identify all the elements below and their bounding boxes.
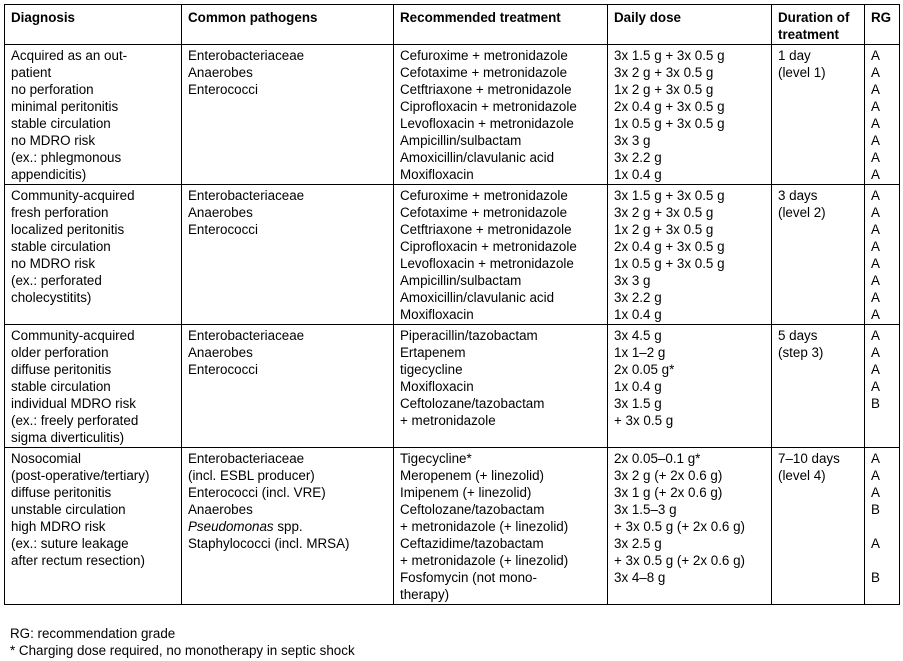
treatment-line: Ampicillin/sulbactam <box>400 273 522 288</box>
treatment-line: Ceftazidime/tazobactam <box>400 536 544 551</box>
rg-line <box>871 518 894 535</box>
duration-line: 5 days <box>778 328 818 343</box>
rg-line: A <box>871 345 880 360</box>
treatment-line: tigecycline <box>400 362 463 377</box>
rg-line: B <box>871 396 880 411</box>
dose-line: 3x 4.5 g <box>614 328 662 343</box>
dose-line: 3x 1.5 g + 3x 0.5 g <box>614 188 725 203</box>
duration-cell <box>772 185 865 325</box>
rg-line <box>871 412 894 429</box>
pathogens-cell <box>182 185 394 325</box>
pathogens-line: Enterococci (incl. VRE) <box>188 485 326 500</box>
duration-cell <box>772 325 865 448</box>
diagnosis-line: cholecystitits) <box>11 290 92 305</box>
table-row <box>5 325 900 448</box>
rg-line: B <box>871 502 880 517</box>
treatment-line: therapy) <box>400 587 450 602</box>
rg-line: A <box>871 150 880 165</box>
duration-line: 3 days <box>778 188 818 203</box>
header-pathogens: Common pathogens <box>182 5 394 45</box>
treatment-line: Amoxicillin/clavulanic acid <box>400 150 555 165</box>
treatment-line: Fosfomycin (not mono- <box>400 570 537 585</box>
rg-line: A <box>871 188 880 203</box>
diagnosis-line: diffuse peritonitis <box>11 485 112 500</box>
dose-line <box>614 586 766 603</box>
dose-line: 1x 0.4 g <box>614 167 662 182</box>
rg-line: A <box>871 133 880 148</box>
rg-line: A <box>871 239 880 254</box>
treatment-line: Imipenem (+ linezolid) <box>400 485 532 500</box>
treatment-line: Ceftolozane/tazobactam <box>400 396 545 411</box>
footnote-rg: RG: recommendation grade <box>10 626 176 641</box>
dose-line: 3x 2 g + 3x 0.5 g <box>614 65 714 80</box>
rg-line: A <box>871 273 880 288</box>
diagnosis-line: minimal peritonitis <box>11 99 119 114</box>
rg-line: A <box>871 167 880 182</box>
dose-line: 2x 0.05–0.1 g* <box>614 451 701 466</box>
pathogens-line: Enterobacteriaceae <box>188 451 305 466</box>
duration-line: (level 4) <box>778 468 826 483</box>
treatment-cell <box>394 325 608 448</box>
pathogens-line: Anaerobes <box>188 65 253 80</box>
dose-cell <box>608 325 772 448</box>
duration-line: (level 1) <box>778 65 826 80</box>
dose-cell <box>608 448 772 605</box>
rg-line: A <box>871 222 880 237</box>
diagnosis-line: Community-acquired <box>11 188 135 203</box>
dose-line: 3x 2.2 g <box>614 150 662 165</box>
diagnosis-line: (ex.: perforated <box>11 273 102 288</box>
pathogens-line: Pseudomonas spp. <box>188 519 303 534</box>
rg-line <box>871 586 894 603</box>
rg-line: A <box>871 99 880 114</box>
dose-line: 1x 1–2 g <box>614 345 666 360</box>
header-row <box>5 5 900 45</box>
treatment-line: Cefuroxime + metronidazole <box>400 188 568 203</box>
rg-line: A <box>871 307 880 322</box>
treatment-line: Cefuroxime + metronidazole <box>400 48 568 63</box>
diagnosis-line: fresh perforation <box>11 205 109 220</box>
treatment-line: Moxifloxacin <box>400 379 474 394</box>
dose-line: 3x 2 g + 3x 0.5 g <box>614 205 714 220</box>
diagnosis-cell <box>5 325 182 448</box>
treatment-line: Meropenem (+ linezolid) <box>400 468 545 483</box>
dose-line: 2x 0.4 g + 3x 0.5 g <box>614 239 725 254</box>
pathogens-line: Enterobacteriaceae <box>188 188 305 203</box>
dose-line: + 3x 0.5 g (+ 2x 0.6 g) <box>614 553 746 568</box>
dose-line: 1x 2 g + 3x 0.5 g <box>614 222 714 237</box>
treatment-line: Ertapenem <box>400 345 466 360</box>
rg-cell <box>865 185 900 325</box>
duration-line: (step 3) <box>778 345 824 360</box>
diagnosis-line: individual MDRO risk <box>11 396 137 411</box>
dose-line: 3x 4–8 g <box>614 570 666 585</box>
dose-line: + 3x 0.5 g <box>614 413 674 428</box>
dose-cell <box>608 45 772 185</box>
diagnosis-line: no perforation <box>11 82 94 97</box>
duration-line: (level 2) <box>778 205 826 220</box>
rg-line: B <box>871 570 880 585</box>
dose-line: 3x 2.5 g <box>614 536 662 551</box>
table-row <box>5 185 900 325</box>
treatment-line: + metronidazole <box>400 413 496 428</box>
header-treatment: Recommended treatment <box>394 5 608 45</box>
treatment-line: Ciprofloxacin + metronidazole <box>400 239 577 254</box>
rg-line: A <box>871 65 880 80</box>
pathogens-line: Enterococci <box>188 362 258 377</box>
diagnosis-cell <box>5 185 182 325</box>
pathogens-cell <box>182 325 394 448</box>
dose-line: 3x 2.2 g <box>614 290 662 305</box>
header-duration: Duration of treatment <box>772 5 865 45</box>
diagnosis-line: (ex.: suture leakage <box>11 536 129 551</box>
dose-line: 3x 1.5 g + 3x 0.5 g <box>614 48 725 63</box>
rg-line <box>871 552 894 569</box>
pathogens-cell <box>182 45 394 185</box>
dose-line: 3x 1 g (+ 2x 0.6 g) <box>614 485 723 500</box>
pathogens-line: Enterococci <box>188 222 258 237</box>
diagnosis-line: stable circulation <box>11 239 111 254</box>
treatment-line: Levofloxacin + metronidazole <box>400 256 574 271</box>
treatment-line: Ciprofloxacin + metronidazole <box>400 99 577 114</box>
dose-line: 1x 2 g + 3x 0.5 g <box>614 82 714 97</box>
dose-cell <box>608 185 772 325</box>
dose-line: 2x 0.05 g* <box>614 362 675 377</box>
treatment-line: Amoxicillin/clavulanic acid <box>400 290 555 305</box>
pathogens-line: Enterococci <box>188 82 258 97</box>
diagnosis-line: (ex.: phlegmonous <box>11 150 122 165</box>
treatment-line: Moxifloxacin <box>400 167 474 182</box>
duration-line: 1 day <box>778 48 811 63</box>
treatment-cell <box>394 45 608 185</box>
diagnosis-cell <box>5 448 182 605</box>
dose-line: 1x 0.4 g <box>614 307 662 322</box>
rg-line: A <box>871 116 880 131</box>
dose-line: 3x 3 g <box>614 133 651 148</box>
treatment-line: + metronidazole (+ linezolid) <box>400 519 569 534</box>
treatment-line: Moxifloxacin <box>400 307 474 322</box>
diagnosis-line: unstable circulation <box>11 502 126 517</box>
rg-cell <box>865 45 900 185</box>
diagnosis-line: stable circulation <box>11 116 111 131</box>
dose-line: 2x 0.4 g + 3x 0.5 g <box>614 99 725 114</box>
diagnosis-line: appendicitis) <box>11 167 87 182</box>
dose-line: + 3x 0.5 g (+ 2x 0.6 g) <box>614 519 746 534</box>
diagnosis-line: diffuse peritonitis <box>11 362 112 377</box>
duration-line: 7–10 days <box>778 451 840 466</box>
header-dose: Daily dose <box>608 5 772 45</box>
duration-cell <box>772 448 865 605</box>
treatment-line: Piperacillin/tazobactam <box>400 328 538 343</box>
dose-line: 1x 0.5 g + 3x 0.5 g <box>614 256 725 271</box>
table-row <box>5 448 900 605</box>
diagnosis-line: (ex.: freely perforated <box>11 413 139 428</box>
treatment-line: Cefotaxime + metronidazole <box>400 205 568 220</box>
treatment-line: + metronidazole (+ linezolid) <box>400 553 569 568</box>
rg-line: A <box>871 451 880 466</box>
rg-cell <box>865 448 900 605</box>
genus-name: Pseudomonas <box>188 519 274 534</box>
treatment-line: Ampicillin/sulbactam <box>400 133 522 148</box>
diagnosis-line: no MDRO risk <box>11 133 96 148</box>
diagnosis-line: stable circulation <box>11 379 111 394</box>
treatment-cell <box>394 185 608 325</box>
treatment-cell <box>394 448 608 605</box>
diagnosis-line: after rectum resection) <box>11 553 145 568</box>
header-rg: RG <box>865 5 900 45</box>
pathogens-line: Enterobacteriaceae <box>188 328 305 343</box>
rg-line: A <box>871 256 880 271</box>
dose-line: 3x 1.5 g <box>614 396 662 411</box>
pathogens-line: Anaerobes <box>188 502 253 517</box>
rg-line: A <box>871 468 880 483</box>
pathogens-line: Enterobacteriaceae <box>188 48 305 63</box>
diagnosis-line: older perforation <box>11 345 109 360</box>
rg-line: A <box>871 485 880 500</box>
pathogens-line: Anaerobes <box>188 345 253 360</box>
dose-line: 1x 0.4 g <box>614 379 662 394</box>
rg-line: A <box>871 536 880 551</box>
duration-cell <box>772 45 865 185</box>
diagnosis-line: Acquired as an out- <box>11 48 128 63</box>
diagnosis-line: sigma diverticulitis) <box>11 430 125 445</box>
treatment-line: Cetftriaxone + metronidazole <box>400 82 572 97</box>
dose-line: 3x 3 g <box>614 273 651 288</box>
antibiotic-treatment-table <box>4 4 900 605</box>
rg-line: A <box>871 328 880 343</box>
pathogens-line: Anaerobes <box>188 205 253 220</box>
rg-line: A <box>871 82 880 97</box>
footnote-charging-dose: * Charging dose required, no monotherapy in septic shock <box>10 643 355 658</box>
rg-line: A <box>871 205 880 220</box>
dose-line: 3x 1.5–3 g <box>614 502 677 517</box>
diagnosis-line: Community-acquired <box>11 328 135 343</box>
diagnosis-line: (post-operative/tertiary) <box>11 468 150 483</box>
rg-cell <box>865 325 900 448</box>
diagnosis-line: high MDRO risk <box>11 519 106 534</box>
rg-line: A <box>871 379 880 394</box>
table-row <box>5 45 900 185</box>
pathogens-cell <box>182 448 394 605</box>
rg-line: A <box>871 362 880 377</box>
dose-line: 3x 2 g (+ 2x 0.6 g) <box>614 468 723 483</box>
header-diagnosis: Diagnosis <box>5 5 182 45</box>
pathogens-line: (incl. ESBL producer) <box>188 468 315 483</box>
diagnosis-line: Nosocomial <box>11 451 81 466</box>
rg-line: A <box>871 48 880 63</box>
treatment-line: Cetftriaxone + metronidazole <box>400 222 572 237</box>
diagnosis-cell <box>5 45 182 185</box>
diagnosis-line: localized peritonitis <box>11 222 125 237</box>
diagnosis-line: patient <box>11 65 52 80</box>
treatment-line: Ceftolozane/tazobactam <box>400 502 545 517</box>
treatment-line: Levofloxacin + metronidazole <box>400 116 574 131</box>
dose-line: 1x 0.5 g + 3x 0.5 g <box>614 116 725 131</box>
pathogens-line: Staphylococci (incl. MRSA) <box>188 536 350 551</box>
treatment-line: Cefotaxime + metronidazole <box>400 65 568 80</box>
treatment-line: Tigecycline* <box>400 451 472 466</box>
rg-line: A <box>871 290 880 305</box>
diagnosis-line: no MDRO risk <box>11 256 96 271</box>
